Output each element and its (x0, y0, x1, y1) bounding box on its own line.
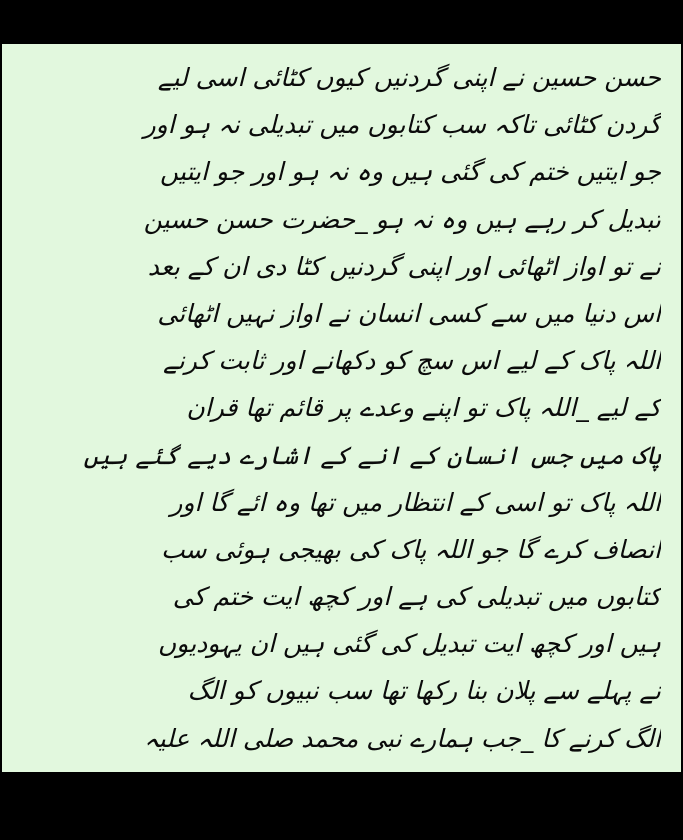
text-line: الگ کرنے کا _جب ہمارے نبی محمد صلی اللہ علیہ (144, 723, 661, 753)
text-line: اس دنیا میں سے کسی انسان نے اواز نہیں اٹھائی (157, 298, 661, 328)
text-line: انصاف کرے گا جو اللہ پاک کی بھیجی ہوئی سب (161, 534, 661, 564)
text-line: گردن کٹائی تاکہ سب کتابوں میں تبدیلی نہ ہو اور (143, 110, 661, 140)
text-line: حسن حسین نے اپنی گردنیں کیوں کٹائی اسی لیے (157, 63, 661, 92)
text-line: کتابوں میں تبدیلی کی ہے اور کچھ ایت ختم کی (172, 582, 661, 612)
text-card (2, 44, 681, 772)
text-line: پاک میں جس انسان کے انے کے اشارے دیے گئے ہیں (83, 440, 661, 470)
text-line: کے لیے _اللہ پاک تو اپنے وعدے پر قائم تھا قران (186, 393, 661, 423)
text-line: اللہ پاک تو اسی کے انتظار میں تھا وہ ائے گا اور (170, 487, 661, 517)
text-line: نے پہلے سے پلان بنا رکھا تھا سب نبیوں کو الگ (187, 676, 661, 706)
text-line: نے تو اواز اٹھائی اور اپنی گردنیں کٹا دی ان کے بعد (147, 251, 661, 281)
urdu-text-block (16, 54, 661, 762)
text-line: اللہ پاک کے لیے اس سچ کو دکھانے اور ثابت کرنے (163, 346, 661, 376)
text-line: ہیں اور کچھ ایت تبدیل کی گئی ہیں ان یہودیوں (157, 629, 661, 659)
text-line: تبدیل کر رہے ہیں وہ نہ ہو _حضرت حسن حسین (143, 204, 661, 234)
text-line: جو ایتیں ختم کی گئی ہیں وہ نہ ہو اور جو ایتیں (159, 157, 661, 187)
